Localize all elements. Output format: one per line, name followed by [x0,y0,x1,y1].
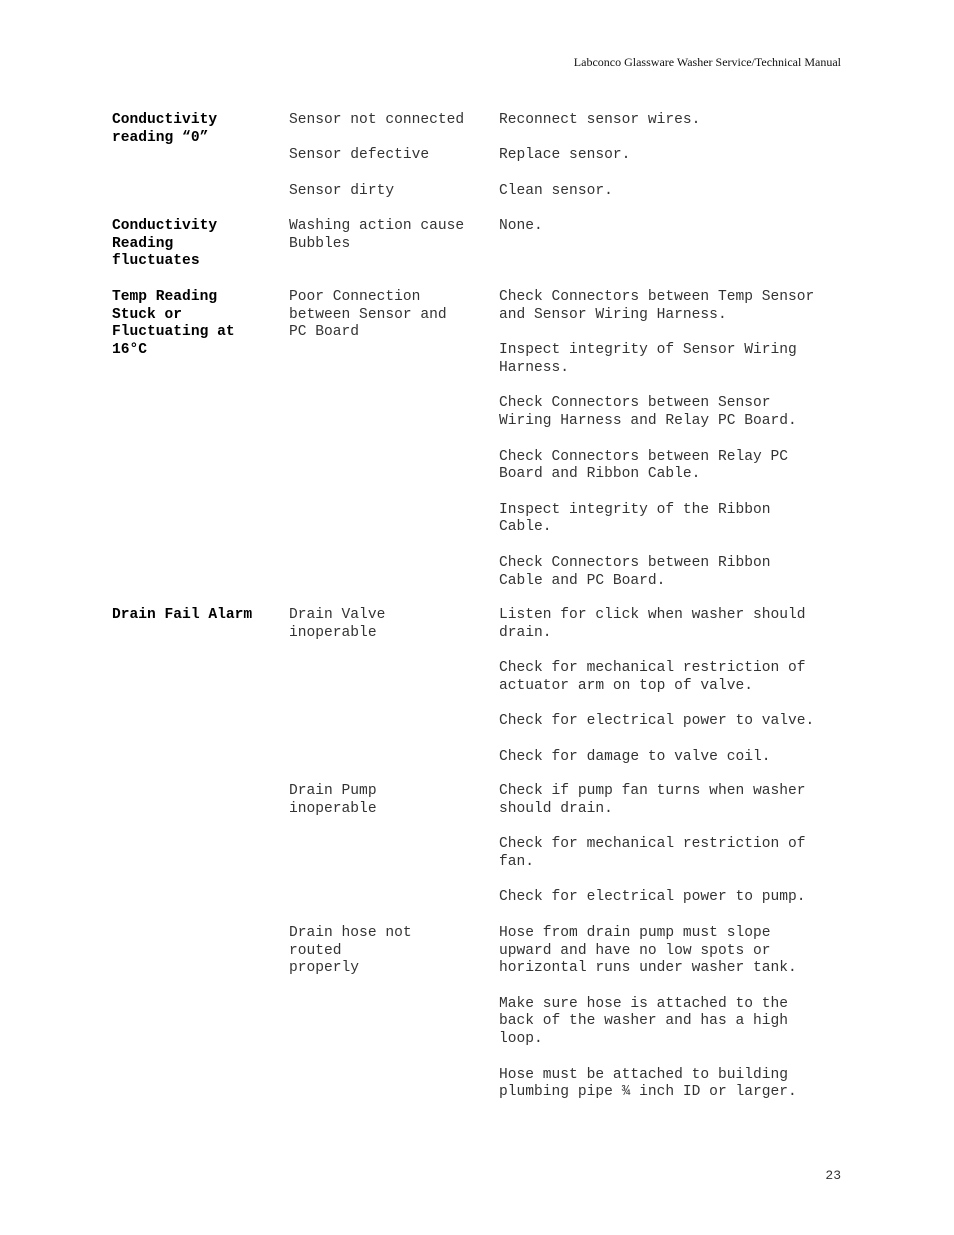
action-paragraph [499,112,852,130]
cause-cell-line: Bubbles [289,235,351,252]
cause-cell [289,183,499,201]
action-paragraph [499,749,852,767]
action-cell [499,183,852,201]
action-line: Inspect integrity of Sensor Wiring [499,342,797,359]
problem-cell [112,112,289,147]
table-row [112,925,852,1102]
action-line: Wiring Harness and Relay PC Board. [499,412,797,429]
action-paragraph [499,555,852,590]
action-paragraph [499,395,852,430]
action-paragraph [499,1067,852,1102]
cause-cell [289,783,499,818]
problem-cell-line: Drain Fail Alarm [112,607,253,623]
action-paragraph [499,925,852,978]
action-line: Hose must be attached to building [499,1066,789,1083]
problem-cell-line: Conductivity [112,112,218,128]
action-paragraph [499,660,852,695]
cause-cell-line: Drain Valve [289,607,386,623]
action-cell [499,607,852,767]
cause-cell-line: Poor Connection [289,289,421,305]
action-line: Check Connectors between Temp Sensor [499,289,815,305]
action-cell [499,147,852,165]
cause-cell-line: Sensor defective [289,147,430,163]
action-paragraph [499,996,852,1049]
table-row [112,218,852,271]
action-line: fan. [499,853,535,870]
table-row [112,112,852,147]
action-cell [499,289,852,590]
action-line: Board and Ribbon Cable. [499,466,701,483]
action-line: Check Connectors between Ribbon [499,554,771,571]
problem-cell-line: Fluctuating at [112,324,235,341]
action-line: Make sure hose is attached to the [499,995,789,1012]
action-line: Cable and PC Board. [499,572,666,589]
action-line: Check for mechanical restriction of [499,660,806,677]
problem-cell-line: 16°C [112,341,148,358]
page-number: 23 [825,1168,841,1183]
action-line: should drain. [499,800,613,817]
cause-cell [289,147,499,165]
action-line: Harness. [499,359,570,376]
action-line: loop. [499,1030,543,1047]
cause-cell-line: Washing action cause [289,218,465,234]
table-row [112,147,852,165]
action-cell [499,218,852,236]
cause-cell-line: Drain hose not [289,925,412,941]
action-paragraph [499,449,852,484]
action-paragraph [499,147,852,165]
action-paragraph [499,289,852,324]
problem-cell-line: Stuck or [112,306,183,323]
action-cell [499,783,852,907]
action-line: Check for mechanical restriction of [499,836,806,853]
action-line: Check Connectors between Relay PC [499,448,789,465]
action-line: horizontal runs under washer tank. [499,960,797,977]
cause-cell-line: Drain Pump [289,783,377,799]
action-line: Check if pump fan turns when washer [499,783,806,799]
cause-cell [289,607,499,642]
action-paragraph [499,502,852,537]
cause-cell-line: Sensor dirty [289,183,395,199]
action-line: Inspect integrity of the Ribbon [499,501,771,518]
action-line: Check for electrical power to valve. [499,713,815,730]
cause-cell [289,112,499,130]
action-line: drain. [499,624,552,641]
table-row [112,607,852,767]
cause-cell [289,289,499,342]
action-paragraph [499,713,852,731]
action-line: Replace sensor. [499,147,631,163]
action-line: Clean sensor. [499,183,613,199]
action-paragraph [499,889,852,907]
action-cell [499,925,852,1102]
problem-cell [112,289,289,359]
problem-cell-line: fluctuates [112,253,200,270]
action-line: Reconnect sensor wires. [499,112,701,128]
problem-cell [112,218,289,271]
action-line: actuator arm on top of valve. [499,677,753,694]
problem-cell-line: Temp Reading [112,289,218,305]
table-row [112,783,852,907]
cause-cell-line: PC Board [289,324,360,341]
action-line: Check for damage to valve coil. [499,748,771,765]
problem-cell-line: Conductivity [112,218,218,234]
action-line: upward and have no low spots or [499,942,771,959]
action-paragraph [499,836,852,871]
running-header: Labconco Glassware Washer Service/Technical Manual [573,55,841,69]
action-line: None. [499,218,543,234]
action-line: Check for electrical power to pump. [499,889,806,906]
cause-cell-line: properly [289,960,360,977]
cause-cell-line: between Sensor and [289,306,447,323]
action-line: plumbing pipe ¾ inch ID or larger. [499,1084,797,1101]
action-paragraph [499,783,852,818]
action-line: Listen for click when washer should [499,607,806,623]
problem-cell [112,607,289,625]
cause-cell-line: inoperable [289,624,377,641]
action-paragraph [499,183,852,201]
action-cell [499,112,852,130]
action-line: Cable. [499,519,552,536]
action-line: Hose from drain pump must slope [499,925,771,941]
table-row [112,289,852,590]
cause-cell-line: Sensor not connected [289,112,465,128]
cause-cell [289,925,499,978]
cause-cell-line: routed [289,942,342,959]
action-paragraph [499,342,852,377]
problem-cell-line: reading “0” [112,129,209,146]
action-line: and Sensor Wiring Harness. [499,306,727,323]
problem-cell-line: Reading [112,235,174,252]
action-line: Check Connectors between Sensor [499,395,771,412]
action-line: back of the washer and has a high [499,1013,789,1030]
action-paragraph [499,218,852,236]
table-row [112,183,852,201]
cause-cell [289,218,499,253]
cause-cell-line: inoperable [289,800,377,817]
action-paragraph [499,607,852,642]
